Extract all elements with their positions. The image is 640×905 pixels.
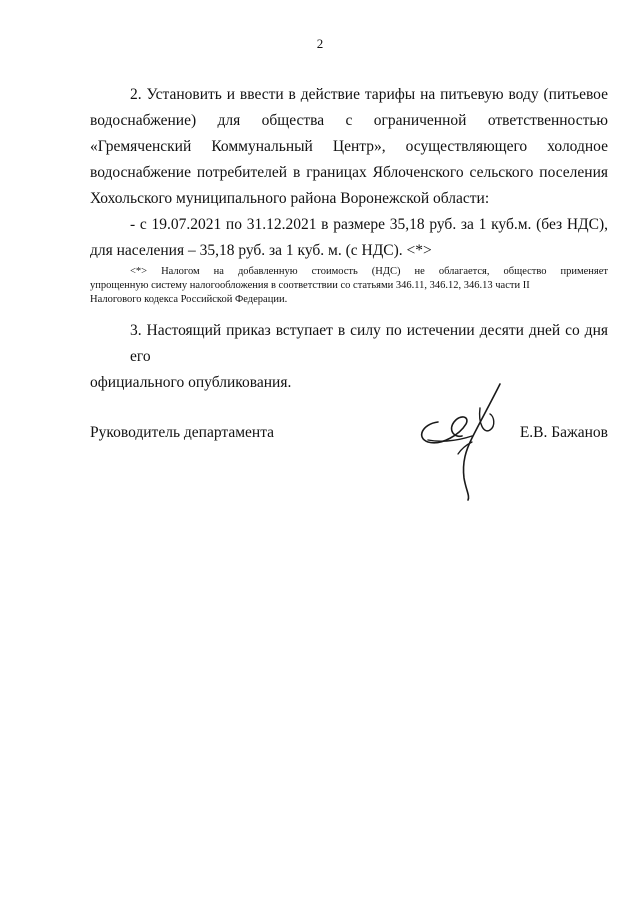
tariff-clause [90,212,608,264]
clause-2-line: 2. Установить и ввести в действие тарифы на питьевую воду (питьевое [130,86,608,103]
footnote-line: упрощенную систему налогообложения в соответствии со статьями 346.11, 346.12, 346.13 части II [90,280,530,291]
signer-position: Руководитель департамента [90,424,275,441]
signature-stroke [458,442,472,454]
footnote-line: Налогового кодекса Российской Федерации. [90,294,288,305]
clause-2-line: водоснабжение) для общества с ограниченной ответственностью [90,112,608,129]
clause-3 [90,318,608,396]
signature-row [90,424,608,454]
clause-3-line: официального опубликования. [90,374,292,391]
clause-2-line: «Гремяченский Коммунальный Центр», осуществляющего холодное [90,138,608,155]
clause-2-line: Хохольского муниципального района Воронежской области: [90,190,490,207]
signer-name: Е.В. Бажанов [519,424,608,441]
tariff-line: - с 19.07.2021 по 31.12.2021 в размере 35,18 руб. за 1 куб.м. (без НДС), [130,216,608,233]
handwritten-signature [410,380,520,510]
signature-stroke [463,384,500,500]
footnote-line: <*> Налогом на добавленную стоимость (НДС) не облагается, общество применяет [130,266,608,277]
page-number: 2 [316,36,324,51]
tariff-line: для населения – 35,18 руб. за 1 куб. м. (с НДС). <*> [90,242,432,259]
clause-3-line: 3. Настоящий приказ вступает в силу по истечении десяти дней со дня его [130,322,608,365]
clause-2-line: водоснабжение потребителей в границах Яблоченского сельского поселения [90,164,608,181]
footnote [90,265,608,307]
clause-2 [90,82,608,212]
